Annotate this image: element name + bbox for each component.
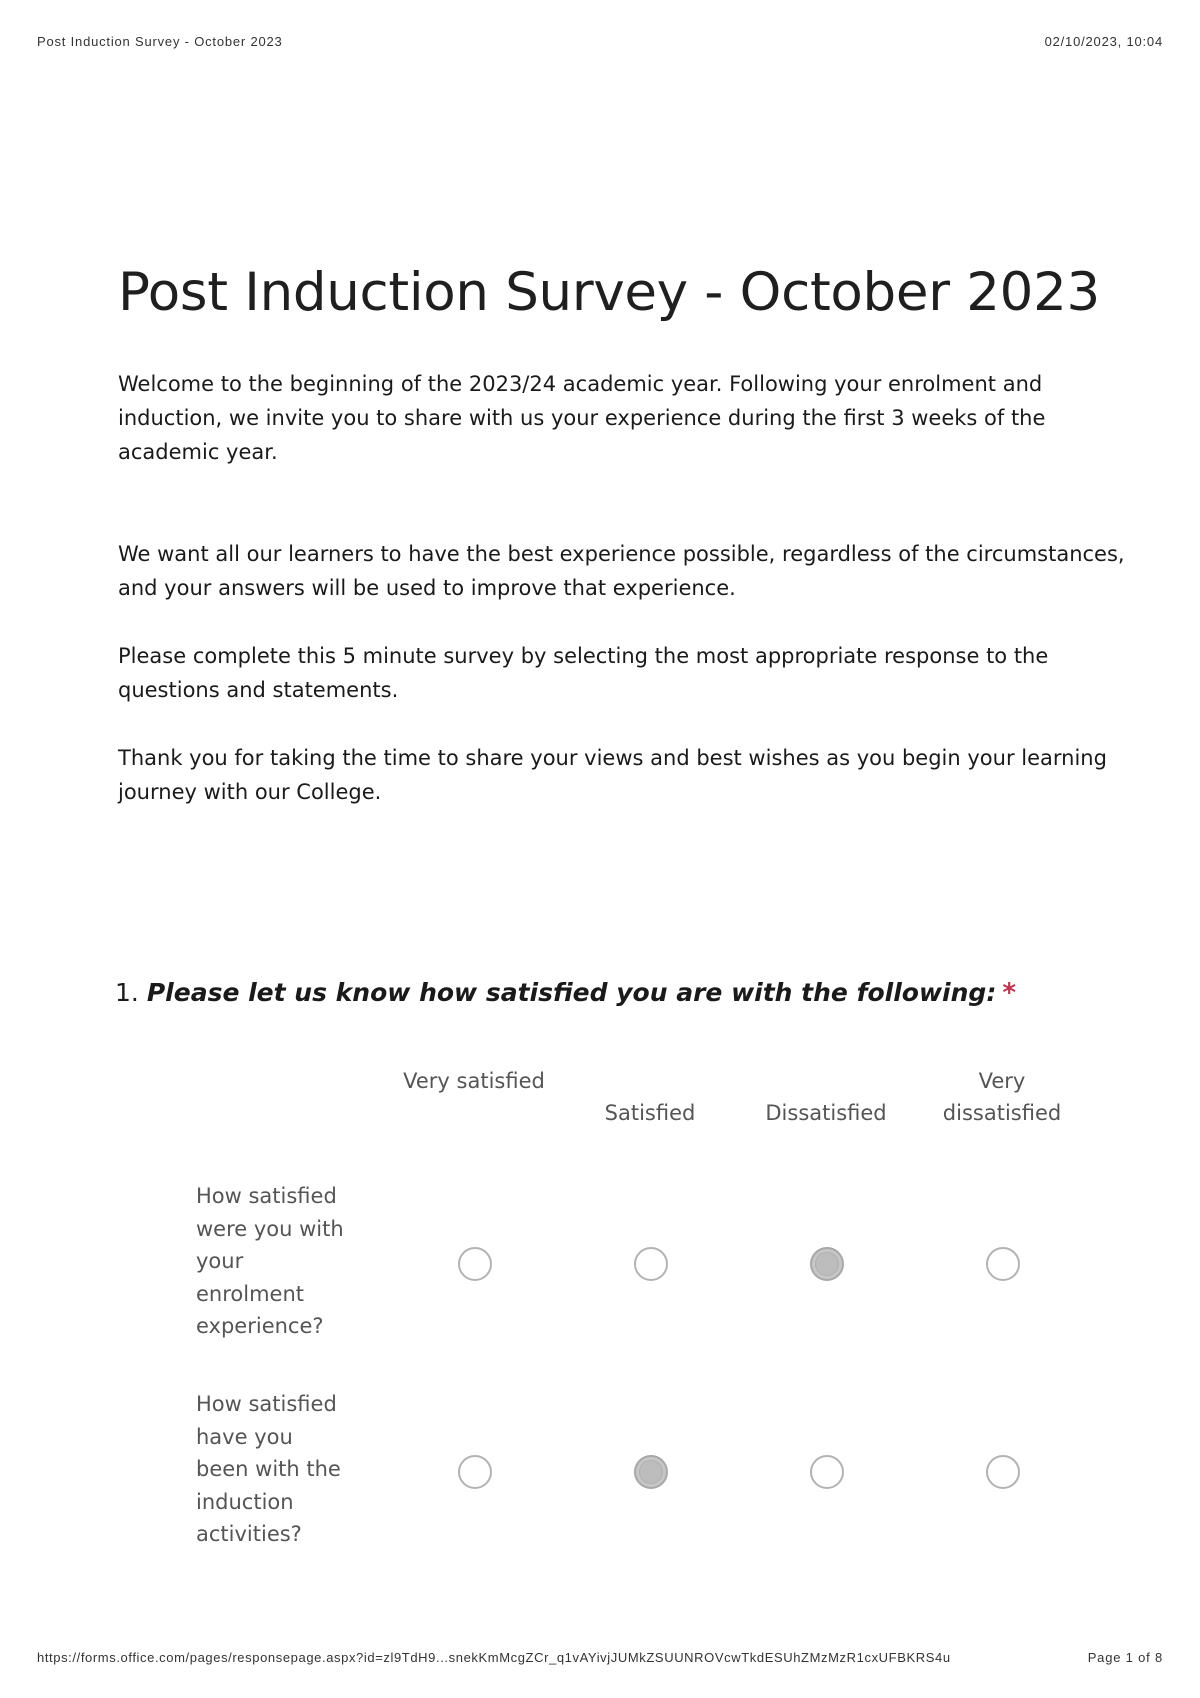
- radio-induction-dissatisfied[interactable]: [810, 1455, 844, 1489]
- radio-induction-very-dissatisfied[interactable]: [986, 1455, 1020, 1489]
- column-header-satisfied: Satisfied: [604, 1101, 696, 1125]
- print-footer: [37, 1650, 1163, 1670]
- question-title: [115, 975, 1115, 1011]
- radio-enrolment-satisfied[interactable]: [634, 1247, 668, 1281]
- radio-induction-very-satisfied[interactable]: [458, 1455, 492, 1489]
- radio-enrolment-very-satisfied[interactable]: [458, 1247, 492, 1281]
- question-number: 1.: [115, 978, 139, 1007]
- required-marker: *: [1002, 978, 1016, 1008]
- column-header-very-dissatisfied: Very dissatisfied: [942, 1069, 1062, 1125]
- print-footer-page: Page 1 of 8: [1087, 1650, 1163, 1665]
- description-paragraph: Welcome to the beginning of the 2023/24 academic year. Following your enrolment and induction, we invite you to share with us your experience during the first 3 weeks of the academic year.: [118, 372, 1046, 464]
- print-header-datetime: 02/10/2023, 10:04: [1044, 34, 1163, 49]
- radio-enrolment-dissatisfied[interactable]: [810, 1247, 844, 1281]
- print-footer-url: https://forms.office.com/pages/responsepage.aspx?id=zl9TdH9...snekKmMcgZCr_q1vAYivjJUMkZSUUNROVcwTkdESUhZMzMzR1cxUFBKRS4u: [37, 1650, 951, 1665]
- description-paragraph: Please complete this 5 minute survey by selecting the most appropriate response to the questions and statements.: [118, 644, 1049, 702]
- print-header-title: Post Induction Survey - October 2023: [37, 34, 283, 49]
- radio-induction-satisfied[interactable]: [634, 1455, 668, 1489]
- form-title: Post Induction Survey - October 2023: [118, 262, 1100, 323]
- row-label-enrolment: How satisfied were you with your enrolment experience?: [196, 1184, 344, 1338]
- question-text: Please let us know how satisfied you are with the following:: [146, 978, 997, 1007]
- print-header: [37, 34, 1163, 54]
- row-label-induction: How satisfied have you been with the induction activities?: [196, 1392, 341, 1546]
- question-1: [115, 975, 1115, 1011]
- description-paragraph: Thank you for taking the time to share your views and best wishes as you begin your learning journey with our College.: [118, 746, 1107, 804]
- radio-enrolment-very-dissatisfied[interactable]: [986, 1247, 1020, 1281]
- column-header-very-satisfied: Very satisfied: [403, 1069, 545, 1093]
- description-paragraph: We want all our learners to have the best experience possible, regardless of the circumstances, and your answers will be used to improve that experience.: [118, 542, 1125, 600]
- form-header: [118, 255, 1138, 809]
- column-header-dissatisfied: Dissatisfied: [765, 1101, 887, 1125]
- form-description: [118, 367, 1138, 809]
